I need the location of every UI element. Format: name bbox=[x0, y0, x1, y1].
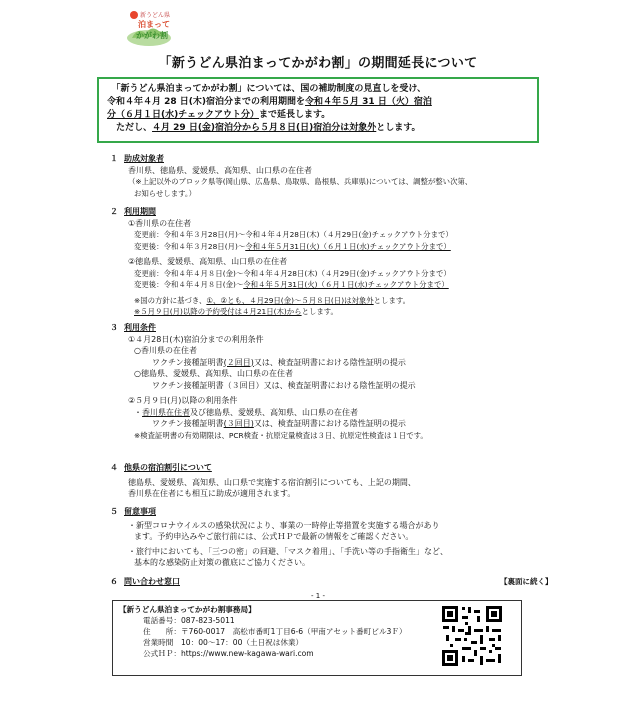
section-heading: ６ 問い合わせ窓口 bbox=[110, 577, 180, 586]
text-line: 基本的な感染防止対策の徹底にご協力ください。 bbox=[134, 558, 310, 567]
text-line: ○香川県の在住者 bbox=[134, 346, 197, 355]
text-line: ②徳島県、愛媛県、高知県、山口県の在住者 bbox=[128, 257, 288, 266]
notice-line-3: 分（６月１日(水)チェックアウト分）まで延長します。 bbox=[107, 110, 331, 120]
text-line: （※上記以外のブロック県等(岡山県、広島県、鳥取県、島根県、兵庫県)については、調整が整い次第、 bbox=[128, 177, 473, 186]
text-line: 香川県在住者にも相互に助成が適用されます。 bbox=[128, 489, 296, 498]
section-eligible-persons bbox=[110, 153, 530, 199]
text-line: 変更前：令和４年３月28日(月)～令和４年４月28日(木)（４月29日(金)チェックアウト分まで） bbox=[134, 230, 453, 239]
section-heading: １ 助成対象者 bbox=[110, 154, 164, 163]
section-heading: ４ 他県の宿泊割引について bbox=[110, 463, 212, 472]
text-line: 香川県、徳島県、愛媛県、高知県、山口県の在住者 bbox=[128, 165, 312, 175]
qr-code-icon bbox=[440, 604, 504, 668]
page-title: 「新うどん県泊まってかがわ割」の期間延長について bbox=[158, 56, 478, 71]
logo-text-top: 新うどん県 bbox=[140, 12, 171, 19]
text-line: 変更後：令和４年３月28日(月)～令和４年５月31日(火)（６月１日(水)チェックアウト分まで） bbox=[134, 241, 451, 251]
text-line: ※検査証明書の有効期限は、PCR検査・抗原定量検査は３日、抗原定性検査は１日です。 bbox=[134, 430, 428, 440]
page-number: - 1 - bbox=[311, 592, 325, 600]
text-line: ①香川県の在住者 bbox=[128, 218, 192, 228]
extension-notice-box bbox=[97, 77, 539, 143]
business-hours: 営業時間 10：00～17：00（土日祝は休業） bbox=[143, 638, 304, 647]
text-line: ※５月９日(月)以降の予約受付は４月21日(木)からとします。 bbox=[134, 307, 338, 316]
text-line: ※国の方針に基づき、①、②とも、４月29日(金)～５月８日(日)は対象外とします。 bbox=[134, 295, 411, 305]
text-line: ワクチン接種証明書(２回目)又は、検査証明書における陰性証明の提示 bbox=[152, 357, 406, 367]
notice-line-2: 令和４年４月 28 日(木)宿泊分までの利用期間を令和４年５月 31 日（火）宿泊 bbox=[107, 97, 432, 107]
address: 住 所：〒760-0017 高松市番町1丁目6-6（甲南アセット番町ビル3Ｆ） bbox=[143, 627, 407, 636]
text-line: 変更後：令和４年４月８日(金)～令和４年５月31日(火)（６月１日(水)チェックアウト分まで） bbox=[134, 280, 449, 289]
section-heading: ２ 利用期間 bbox=[110, 207, 156, 216]
text-line: ます。予約申込みやご旅行前には、公式ＨＰで最新の情報をご確認ください。 bbox=[134, 532, 414, 541]
official-homepage-link[interactable]: 公式ＨＰ：https://www.new-kagawa-wari.com bbox=[143, 649, 314, 658]
section-contact bbox=[110, 576, 530, 588]
text-line: ワクチン接種証明書(３回目)又は、検査証明書における陰性証明の提示 bbox=[152, 419, 406, 428]
section-usage-period bbox=[110, 206, 530, 318]
text-line: ○徳島県、愛媛県、高知県、山口県の在住者 bbox=[134, 369, 293, 378]
text-line: 徳島県、愛媛県、高知県、山口県で実施する宿泊割引についても、上記の期間、 bbox=[128, 477, 416, 487]
phone-number: 電話番号：087-823-5011 bbox=[143, 616, 235, 625]
section-heading: ３ 利用条件 bbox=[110, 323, 156, 332]
text-line: お知らせします。） bbox=[134, 188, 197, 198]
text-line: ・香川県在住者及び徳島県、愛媛県、高知県、山口県の在住者 bbox=[134, 407, 358, 417]
logo-text-mid: 泊まって bbox=[138, 20, 170, 29]
text-line: ・旅行中においても、「三つの密」の回避、「マスク着用」、「手洗い等の手指衛生」など、 bbox=[128, 546, 448, 556]
section-notes bbox=[110, 506, 530, 569]
logo-text-bottom: かがわ割 bbox=[136, 31, 168, 40]
notice-line-4: ただし、４月 29 日(金)宿泊分から５月８日(日)宿泊分は対象外とします。 bbox=[116, 123, 421, 133]
text-line: 変更前：令和４年４月８日(金)～令和４年４月28日(木)（４月29日(金)チェックアウト分まで） bbox=[134, 268, 451, 278]
notice-line-1: 「新うどん県泊まってかがわ割」については、国の補助制度の見直しを受け、 bbox=[116, 84, 426, 94]
text-line: ・新型コロナウイルスの感染状況により、事業の一時停止等措置を実施する場合があり bbox=[128, 520, 440, 530]
campaign-logo bbox=[124, 8, 174, 48]
section-other-prefecture-discounts bbox=[110, 462, 530, 500]
text-line: ①４月28日(木)宿泊分までの利用条件 bbox=[128, 334, 264, 344]
section-usage-conditions bbox=[110, 322, 530, 441]
section-heading: ５ 留意事項 bbox=[110, 507, 156, 516]
text-line: ②５月９日(月)以降の利用条件 bbox=[128, 396, 238, 405]
office-name: 【新うどん県泊まってかがわ割事務局】 bbox=[119, 605, 256, 614]
text-line: ワクチン接種証明書（３回目）又は、検査証明書における陰性証明の提示 bbox=[152, 380, 416, 390]
continue-label: 【裏面に続く】 bbox=[500, 577, 553, 586]
